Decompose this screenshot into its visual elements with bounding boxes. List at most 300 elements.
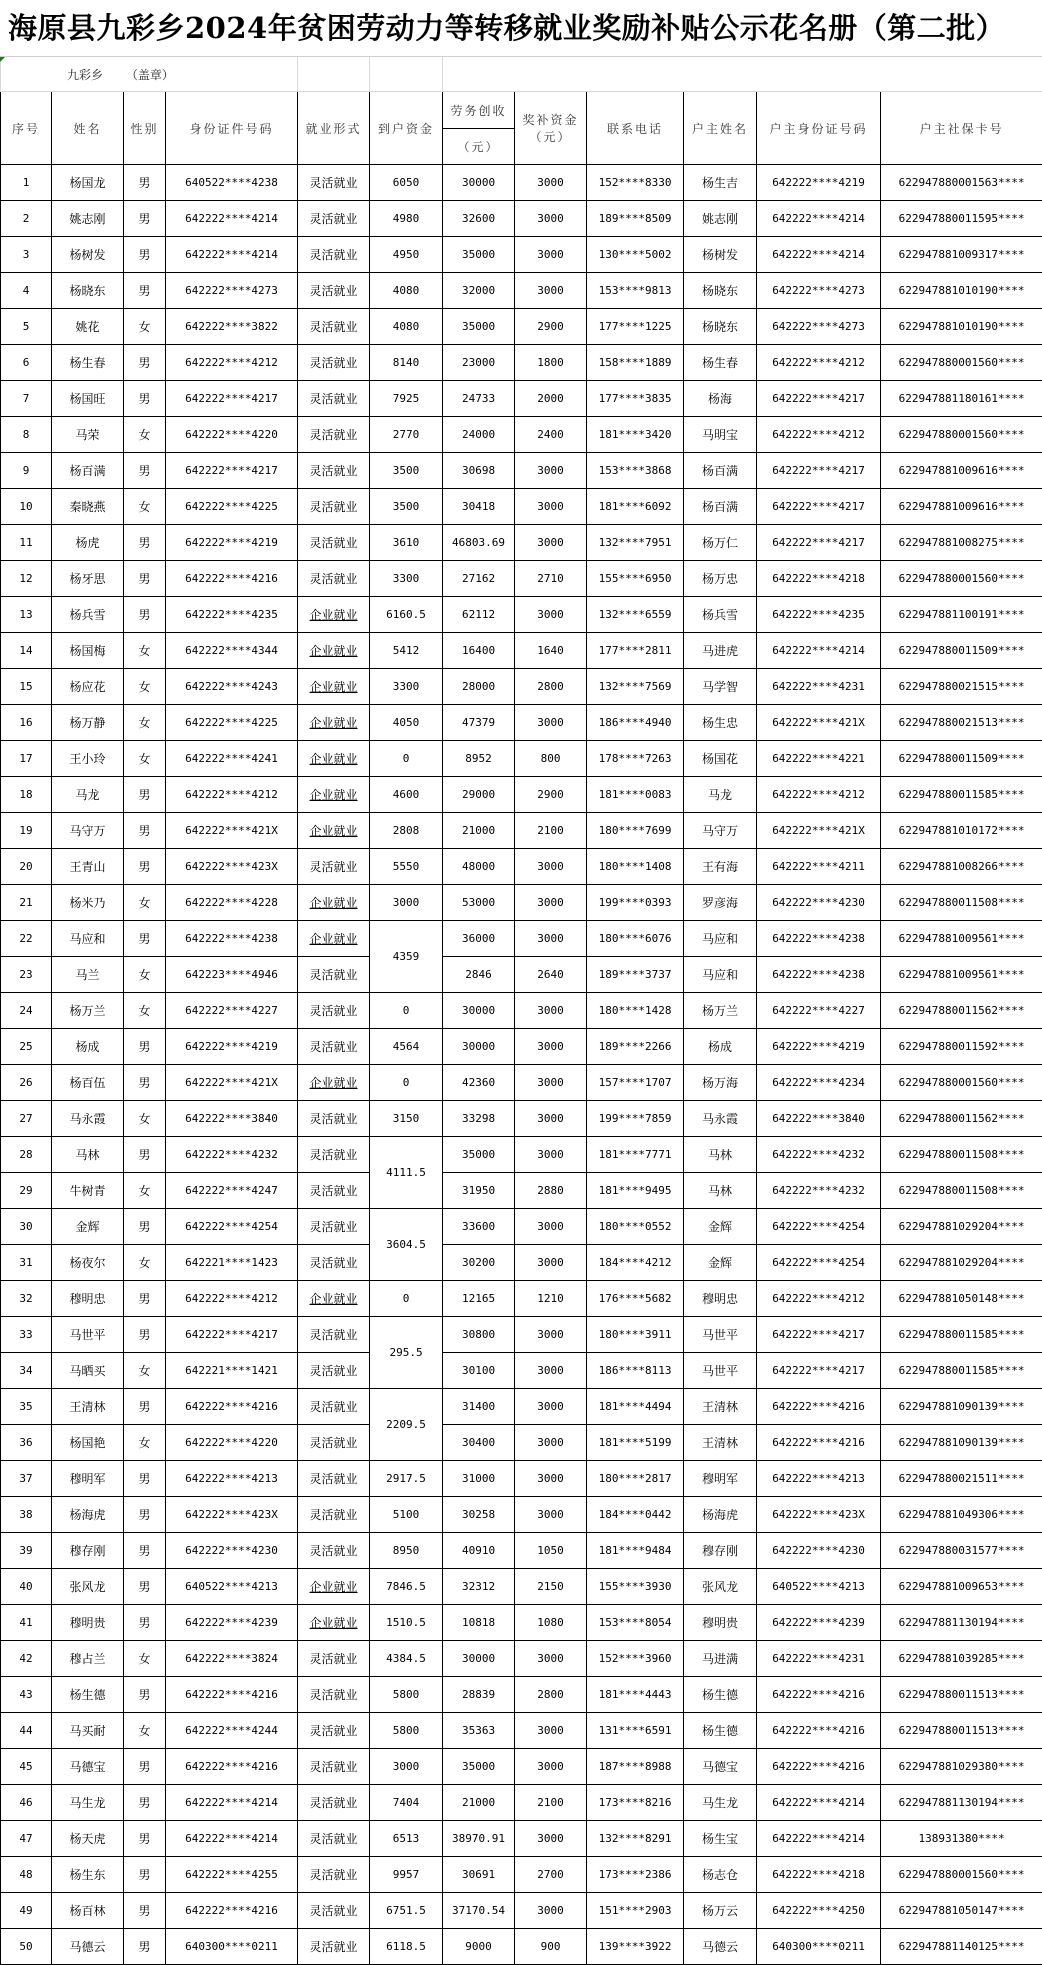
table-row bbox=[1, 561, 1042, 597]
cell-sex: 男 bbox=[124, 813, 166, 849]
cell-no: 1 bbox=[1, 165, 52, 201]
cell-household-head-id: 642222****3840 bbox=[757, 1101, 881, 1137]
cell-sex: 男 bbox=[124, 597, 166, 633]
township-label: 九彩乡 （盖章） bbox=[1, 57, 298, 92]
cell-sex: 男 bbox=[124, 1785, 166, 1821]
cell-phone: 186****8113 bbox=[587, 1353, 684, 1389]
cell-sex: 男 bbox=[124, 1065, 166, 1101]
cell-household-head-id: 642222****4232 bbox=[757, 1173, 881, 1209]
cell-household-head-id: 642222****4213 bbox=[757, 1461, 881, 1497]
cell-sex: 男 bbox=[124, 1389, 166, 1425]
cell-reward-fund: 1210 bbox=[515, 1281, 587, 1317]
cell-labor-income: 46803.69 bbox=[443, 525, 515, 561]
cell-no: 16 bbox=[1, 705, 52, 741]
cell-employment-type: 灵活就业 bbox=[298, 993, 370, 1029]
cell-no: 19 bbox=[1, 813, 52, 849]
table-row bbox=[1, 237, 1042, 273]
cell-household-head-id: 642222****4216 bbox=[757, 1389, 881, 1425]
table-row bbox=[1, 1533, 1042, 1569]
cell-phone: 189****8509 bbox=[587, 201, 684, 237]
cell-no: 21 bbox=[1, 885, 52, 921]
cell-id-number: 642221****1423 bbox=[166, 1245, 298, 1281]
cell-no: 20 bbox=[1, 849, 52, 885]
cell-household-fund: 7404 bbox=[370, 1785, 443, 1821]
cell-labor-income: 28000 bbox=[443, 669, 515, 705]
cell-household-head-name: 穆明军 bbox=[684, 1461, 757, 1497]
cell-labor-income: 53000 bbox=[443, 885, 515, 921]
cell-sex: 男 bbox=[124, 1461, 166, 1497]
cell-no: 32 bbox=[1, 1281, 52, 1317]
cell-labor-income: 23000 bbox=[443, 345, 515, 381]
cell-name: 姚志刚 bbox=[52, 201, 124, 237]
cell-labor-income: 40910 bbox=[443, 1533, 515, 1569]
header-head-name: 户主姓名 bbox=[684, 92, 757, 165]
cell-employment-type: 企业就业 bbox=[298, 741, 370, 777]
cell-sex: 男 bbox=[124, 1137, 166, 1173]
cell-id-number: 642222****4254 bbox=[166, 1209, 298, 1245]
cell-social-security-card: 622947881130194**** bbox=[881, 1785, 1042, 1821]
cell-household-head-name: 姚志刚 bbox=[684, 201, 757, 237]
cell-sex: 男 bbox=[124, 1749, 166, 1785]
cell-name: 张风龙 bbox=[52, 1569, 124, 1605]
cell-employment-type: 灵活就业 bbox=[298, 165, 370, 201]
cell-no: 18 bbox=[1, 777, 52, 813]
cell-phone: 176****5682 bbox=[587, 1281, 684, 1317]
cell-phone: 181****6092 bbox=[587, 489, 684, 525]
cell-reward-fund: 2100 bbox=[515, 1785, 587, 1821]
cell-household-head-name: 王清林 bbox=[684, 1389, 757, 1425]
cell-phone: 180****6076 bbox=[587, 921, 684, 957]
cell-name: 马守万 bbox=[52, 813, 124, 849]
cell-reward-fund: 1050 bbox=[515, 1533, 587, 1569]
cell-household-head-name: 王清林 bbox=[684, 1425, 757, 1461]
cell-sex: 男 bbox=[124, 1893, 166, 1929]
cell-name: 杨万兰 bbox=[52, 993, 124, 1029]
table-row bbox=[1, 1281, 1042, 1317]
cell-labor-income: 30691 bbox=[443, 1857, 515, 1893]
cell-social-security-card: 622947881009616**** bbox=[881, 453, 1042, 489]
cell-employment-type: 灵活就业 bbox=[298, 1893, 370, 1929]
cell-labor-income: 37170.54 bbox=[443, 1893, 515, 1929]
cell-household-head-name: 杨海虎 bbox=[684, 1497, 757, 1533]
cell-household-head-id: 642222****4273 bbox=[757, 273, 881, 309]
cell-social-security-card: 622947881029204**** bbox=[881, 1209, 1042, 1245]
cell-household-fund: 2770 bbox=[370, 417, 443, 453]
cell-sex: 女 bbox=[124, 1425, 166, 1461]
cell-household-head-name: 杨兵雪 bbox=[684, 597, 757, 633]
cell-sex: 男 bbox=[124, 1929, 166, 1965]
cell-name: 穆明贵 bbox=[52, 1605, 124, 1641]
cell-household-head-name: 杨万海 bbox=[684, 1065, 757, 1101]
cell-household-head-id: 642222****4214 bbox=[757, 633, 881, 669]
table-row bbox=[1, 1785, 1042, 1821]
cell-household-head-name: 马应和 bbox=[684, 921, 757, 957]
cell-household-head-name: 杨海 bbox=[684, 381, 757, 417]
cell-household-fund: 3500 bbox=[370, 489, 443, 525]
cell-labor-income: 30000 bbox=[443, 165, 515, 201]
cell-household-head-name: 穆明忠 bbox=[684, 1281, 757, 1317]
cell-name: 杨万静 bbox=[52, 705, 124, 741]
cell-sex: 男 bbox=[124, 237, 166, 273]
cell-household-head-id: 642222****4230 bbox=[757, 1533, 881, 1569]
cell-phone: 155****6950 bbox=[587, 561, 684, 597]
cell-name: 杨晓东 bbox=[52, 273, 124, 309]
cell-no: 34 bbox=[1, 1353, 52, 1389]
cell-household-head-id: 642222****4217 bbox=[757, 453, 881, 489]
cell-labor-income: 29000 bbox=[443, 777, 515, 813]
cell-social-security-card: 622947881008275**** bbox=[881, 525, 1042, 561]
cell-id-number: 642222****4216 bbox=[166, 1893, 298, 1929]
table-row bbox=[1, 813, 1042, 849]
cell-phone: 181****9484 bbox=[587, 1533, 684, 1569]
cell-phone: 187****8988 bbox=[587, 1749, 684, 1785]
cell-reward-fund: 3000 bbox=[515, 705, 587, 741]
cell-sex: 女 bbox=[124, 705, 166, 741]
cell-social-security-card: 622947881009653**** bbox=[881, 1569, 1042, 1605]
cell-employment-type: 灵活就业 bbox=[298, 1677, 370, 1713]
cell-household-head-id: 642222****4234 bbox=[757, 1065, 881, 1101]
cell-reward-fund: 900 bbox=[515, 1929, 587, 1965]
cell-household-fund: 6050 bbox=[370, 165, 443, 201]
cell-household-head-name: 马守万 bbox=[684, 813, 757, 849]
table-row bbox=[1, 1749, 1042, 1785]
cell-social-security-card: 622947880001560**** bbox=[881, 1065, 1042, 1101]
header-no: 序号 bbox=[1, 92, 52, 165]
cell-name: 杨国旺 bbox=[52, 381, 124, 417]
cell-sex: 男 bbox=[124, 453, 166, 489]
cell-employment-type: 灵活就业 bbox=[298, 1461, 370, 1497]
cell-id-number: 642222****423X bbox=[166, 849, 298, 885]
table-row bbox=[1, 273, 1042, 309]
cell-name: 杨生德 bbox=[52, 1677, 124, 1713]
cell-household-fund: 3000 bbox=[370, 885, 443, 921]
cell-sex: 男 bbox=[124, 1209, 166, 1245]
cell-labor-income: 30000 bbox=[443, 1029, 515, 1065]
cell-employment-type: 灵活就业 bbox=[298, 237, 370, 273]
cell-name: 穆明军 bbox=[52, 1461, 124, 1497]
cell-name: 杨百林 bbox=[52, 1893, 124, 1929]
header-income-unit: （元） bbox=[443, 129, 515, 165]
cell-household-head-name: 马进虎 bbox=[684, 633, 757, 669]
cell-phone: 131****6591 bbox=[587, 1713, 684, 1749]
cell-employment-type: 灵活就业 bbox=[298, 1929, 370, 1965]
cell-name: 马应和 bbox=[52, 921, 124, 957]
cell-household-head-id: 642222****4217 bbox=[757, 381, 881, 417]
table-row bbox=[1, 1497, 1042, 1533]
cell-household-fund: 5800 bbox=[370, 1677, 443, 1713]
table-row bbox=[1, 993, 1042, 1029]
cell-household-fund: 5100 bbox=[370, 1497, 443, 1533]
cell-labor-income: 30000 bbox=[443, 1641, 515, 1677]
header-row bbox=[1, 92, 1042, 129]
cell-id-number: 642222****4214 bbox=[166, 201, 298, 237]
cell-household-head-name: 杨生忠 bbox=[684, 705, 757, 741]
table-row bbox=[1, 1821, 1042, 1857]
cell-sex: 女 bbox=[124, 993, 166, 1029]
cell-household-head-name: 杨生宝 bbox=[684, 1821, 757, 1857]
cell-household-head-name: 杨成 bbox=[684, 1029, 757, 1065]
cell-household-head-name: 马龙 bbox=[684, 777, 757, 813]
cell-id-number: 642222****3824 bbox=[166, 1641, 298, 1677]
cell-phone: 180****2817 bbox=[587, 1461, 684, 1497]
cell-employment-type: 灵活就业 bbox=[298, 1101, 370, 1137]
cell-labor-income: 32600 bbox=[443, 201, 515, 237]
cell-reward-fund: 2640 bbox=[515, 957, 587, 993]
cell-social-security-card: 622947881050147**** bbox=[881, 1893, 1042, 1929]
cell-name: 秦晓燕 bbox=[52, 489, 124, 525]
cell-no: 14 bbox=[1, 633, 52, 669]
cell-labor-income: 30698 bbox=[443, 453, 515, 489]
cell-phone: 132****8291 bbox=[587, 1821, 684, 1857]
cell-household-head-id: 642222****4273 bbox=[757, 309, 881, 345]
table-row bbox=[1, 705, 1042, 741]
cell-household-fund: 3300 bbox=[370, 561, 443, 597]
cell-name: 马德宝 bbox=[52, 1749, 124, 1785]
cell-name: 王青山 bbox=[52, 849, 124, 885]
cell-no: 40 bbox=[1, 1569, 52, 1605]
cell-household-fund: 4080 bbox=[370, 273, 443, 309]
cell-social-security-card: 622947881100191**** bbox=[881, 597, 1042, 633]
cell-name: 杨虎 bbox=[52, 525, 124, 561]
cell-no: 11 bbox=[1, 525, 52, 561]
cell-household-fund: 8950 bbox=[370, 1533, 443, 1569]
cell-no: 37 bbox=[1, 1461, 52, 1497]
table-row bbox=[1, 849, 1042, 885]
cell-sex: 女 bbox=[124, 669, 166, 705]
cell-household-head-name: 金辉 bbox=[684, 1209, 757, 1245]
cell-sex: 女 bbox=[124, 957, 166, 993]
cell-labor-income: 31000 bbox=[443, 1461, 515, 1497]
cell-labor-income: 31400 bbox=[443, 1389, 515, 1425]
cell-labor-income: 33600 bbox=[443, 1209, 515, 1245]
cell-social-security-card: 622947880011585**** bbox=[881, 1353, 1042, 1389]
cell-id-number: 642222****4247 bbox=[166, 1173, 298, 1209]
cell-social-security-card: 622947881090139**** bbox=[881, 1425, 1042, 1461]
cell-labor-income: 30418 bbox=[443, 489, 515, 525]
cell-id-number: 642222****4225 bbox=[166, 489, 298, 525]
cell-labor-income: 36000 bbox=[443, 921, 515, 957]
cell-sex: 女 bbox=[124, 1641, 166, 1677]
cell-name: 杨国梅 bbox=[52, 633, 124, 669]
cell-household-head-name: 杨生德 bbox=[684, 1677, 757, 1713]
cell-id-number: 642222****4239 bbox=[166, 1605, 298, 1641]
cell-sex: 女 bbox=[124, 1713, 166, 1749]
cell-id-number: 642222****423X bbox=[166, 1497, 298, 1533]
cell-household-head-id: 642222****4216 bbox=[757, 1425, 881, 1461]
cell-id-number: 642222****4220 bbox=[166, 1425, 298, 1461]
table-row bbox=[1, 1317, 1042, 1353]
cell-no: 46 bbox=[1, 1785, 52, 1821]
cell-household-fund: 3610 bbox=[370, 525, 443, 561]
cell-id-number: 642222****4255 bbox=[166, 1857, 298, 1893]
cell-household-head-name: 杨生德 bbox=[684, 1713, 757, 1749]
cell-no: 28 bbox=[1, 1137, 52, 1173]
cell-social-security-card: 622947880021511**** bbox=[881, 1461, 1042, 1497]
cell-id-number: 642222****4243 bbox=[166, 669, 298, 705]
cell-name: 杨生春 bbox=[52, 345, 124, 381]
cell-id-number: 642222****4238 bbox=[166, 921, 298, 957]
cell-social-security-card: 622947881090139**** bbox=[881, 1389, 1042, 1425]
cell-phone: 180****3911 bbox=[587, 1317, 684, 1353]
cell-employment-type: 灵活就业 bbox=[298, 525, 370, 561]
header-income: 劳务创收 bbox=[443, 92, 515, 129]
cell-name: 马龙 bbox=[52, 777, 124, 813]
cell-employment-type: 企业就业 bbox=[298, 813, 370, 849]
cell-no: 8 bbox=[1, 417, 52, 453]
cell-phone: 181****7771 bbox=[587, 1137, 684, 1173]
cell-no: 17 bbox=[1, 741, 52, 777]
cell-no: 6 bbox=[1, 345, 52, 381]
cell-labor-income: 16400 bbox=[443, 633, 515, 669]
cell-household-head-name: 杨生吉 bbox=[684, 165, 757, 201]
cell-household-fund: 1510.5 bbox=[370, 1605, 443, 1641]
cell-sex: 女 bbox=[124, 741, 166, 777]
cell-household-fund: 3000 bbox=[370, 1749, 443, 1785]
cell-employment-type: 灵活就业 bbox=[298, 1173, 370, 1209]
cell-household-head-name: 杨万云 bbox=[684, 1893, 757, 1929]
cell-social-security-card: 622947881009317**** bbox=[881, 237, 1042, 273]
cell-sex: 男 bbox=[124, 1029, 166, 1065]
cell-social-security-card: 622947880011509**** bbox=[881, 741, 1042, 777]
cell-labor-income: 38970.91 bbox=[443, 1821, 515, 1857]
header-name: 姓名 bbox=[52, 92, 124, 165]
cell-sex: 男 bbox=[124, 1497, 166, 1533]
cell-phone: 173****8216 bbox=[587, 1785, 684, 1821]
cell-sex: 男 bbox=[124, 1533, 166, 1569]
cell-social-security-card: 622947881010190**** bbox=[881, 273, 1042, 309]
cell-household-head-id: 642222****4214 bbox=[757, 1821, 881, 1857]
cell-household-head-name: 杨树发 bbox=[684, 237, 757, 273]
cell-id-number: 642222****421X bbox=[166, 813, 298, 849]
cell-employment-type: 灵活就业 bbox=[298, 561, 370, 597]
cell-reward-fund: 3000 bbox=[515, 1101, 587, 1137]
cell-household-head-id: 642222****4217 bbox=[757, 1317, 881, 1353]
cell-employment-type: 灵活就业 bbox=[298, 417, 370, 453]
cell-household-head-name: 穆存刚 bbox=[684, 1533, 757, 1569]
cell-household-head-id: 642222****4219 bbox=[757, 165, 881, 201]
cell-social-security-card: 622947881010190**** bbox=[881, 309, 1042, 345]
cell-household-head-id: 642222****4217 bbox=[757, 489, 881, 525]
table-row bbox=[1, 1641, 1042, 1677]
cell-labor-income: 32000 bbox=[443, 273, 515, 309]
cell-name: 牛树青 bbox=[52, 1173, 124, 1209]
cell-id-number: 642222****4212 bbox=[166, 345, 298, 381]
cell-household-head-name: 杨百满 bbox=[684, 453, 757, 489]
cell-reward-fund: 3000 bbox=[515, 489, 587, 525]
table-row bbox=[1, 1425, 1042, 1461]
cell-household-fund: 4600 bbox=[370, 777, 443, 813]
table-row bbox=[1, 885, 1042, 921]
cell-name: 穆明忠 bbox=[52, 1281, 124, 1317]
cell-id-number: 642222****4217 bbox=[166, 453, 298, 489]
cell-employment-type: 灵活就业 bbox=[298, 1317, 370, 1353]
cell-no: 41 bbox=[1, 1605, 52, 1641]
cell-id-number: 642222****4216 bbox=[166, 1677, 298, 1713]
cell-reward-fund: 2100 bbox=[515, 813, 587, 849]
cell-name: 杨百满 bbox=[52, 453, 124, 489]
cell-id-number: 642222****4244 bbox=[166, 1713, 298, 1749]
cell-labor-income: 30258 bbox=[443, 1497, 515, 1533]
cell-reward-fund: 2150 bbox=[515, 1569, 587, 1605]
cell-no: 2 bbox=[1, 201, 52, 237]
cell-sex: 男 bbox=[124, 165, 166, 201]
header-card: 户主社保卡号 bbox=[881, 92, 1042, 165]
cell-social-security-card: 622947880011508**** bbox=[881, 1137, 1042, 1173]
cell-social-security-card: 622947880011509**** bbox=[881, 633, 1042, 669]
cell-sex: 女 bbox=[124, 885, 166, 921]
cell-id-number: 642222****4214 bbox=[166, 1785, 298, 1821]
cell-phone: 184****4212 bbox=[587, 1245, 684, 1281]
cell-id-number: 642222****3840 bbox=[166, 1101, 298, 1137]
cell-reward-fund: 1080 bbox=[515, 1605, 587, 1641]
cell-phone: 177****1225 bbox=[587, 309, 684, 345]
cell-household-fund: 4050 bbox=[370, 705, 443, 741]
cell-household-head-id: 640522****4213 bbox=[757, 1569, 881, 1605]
cell-household-fund: 0 bbox=[370, 1065, 443, 1101]
cell-id-number: 642222****4219 bbox=[166, 525, 298, 561]
cell-reward-fund: 2880 bbox=[515, 1173, 587, 1209]
header-id: 身份证件号码 bbox=[166, 92, 298, 165]
table-row bbox=[1, 1893, 1042, 1929]
cell-id-number: 642222****4235 bbox=[166, 597, 298, 633]
cell-reward-fund: 800 bbox=[515, 741, 587, 777]
cell-labor-income: 35363 bbox=[443, 1713, 515, 1749]
cell-social-security-card: 622947881180161**** bbox=[881, 381, 1042, 417]
cell-labor-income: 35000 bbox=[443, 1749, 515, 1785]
cell-reward-fund: 2900 bbox=[515, 309, 587, 345]
table-row bbox=[1, 489, 1042, 525]
header-reward: 奖补资金 （元） bbox=[515, 92, 587, 165]
cell-household-head-name: 杨晓东 bbox=[684, 309, 757, 345]
cell-name: 杨牙思 bbox=[52, 561, 124, 597]
cell-name: 杨生东 bbox=[52, 1857, 124, 1893]
cell-sex: 男 bbox=[124, 849, 166, 885]
cell-id-number: 642222****4227 bbox=[166, 993, 298, 1029]
table-row bbox=[1, 381, 1042, 417]
table-row bbox=[1, 1389, 1042, 1425]
cell-labor-income: 30200 bbox=[443, 1245, 515, 1281]
cell-employment-type: 灵活就业 bbox=[298, 1749, 370, 1785]
cell-name: 马世平 bbox=[52, 1317, 124, 1353]
cell-reward-fund: 3000 bbox=[515, 1461, 587, 1497]
table-row bbox=[1, 1173, 1042, 1209]
cell-sex: 男 bbox=[124, 273, 166, 309]
cell-household-head-name: 马世平 bbox=[684, 1317, 757, 1353]
cell-household-head-name: 马进满 bbox=[684, 1641, 757, 1677]
cell-household-head-name: 杨晓东 bbox=[684, 273, 757, 309]
cell-household-head-id: 642222****4250 bbox=[757, 1893, 881, 1929]
cell-no: 13 bbox=[1, 597, 52, 633]
cell-name: 金辉 bbox=[52, 1209, 124, 1245]
page-title: 海原县九彩乡2024年贫困劳动力等转移就业奖励补贴公示花名册（第二批） bbox=[0, 0, 1042, 57]
table-row bbox=[1, 1137, 1042, 1173]
cell-household-head-id: 642222****4218 bbox=[757, 1857, 881, 1893]
cell-household-head-id: 642222****4212 bbox=[757, 417, 881, 453]
cell-social-security-card: 622947881009616**** bbox=[881, 489, 1042, 525]
table-row bbox=[1, 1101, 1042, 1137]
cell-sex: 男 bbox=[124, 1677, 166, 1713]
cell-id-number: 642222****4216 bbox=[166, 1389, 298, 1425]
cell-reward-fund: 3000 bbox=[515, 1893, 587, 1929]
cell-labor-income: 33298 bbox=[443, 1101, 515, 1137]
cell-employment-type: 灵活就业 bbox=[298, 381, 370, 417]
cell-no: 15 bbox=[1, 669, 52, 705]
cell-name: 杨兵雪 bbox=[52, 597, 124, 633]
table-row bbox=[1, 1569, 1042, 1605]
cell-sex: 男 bbox=[124, 1857, 166, 1893]
cell-reward-fund: 3000 bbox=[515, 1497, 587, 1533]
cell-no: 5 bbox=[1, 309, 52, 345]
